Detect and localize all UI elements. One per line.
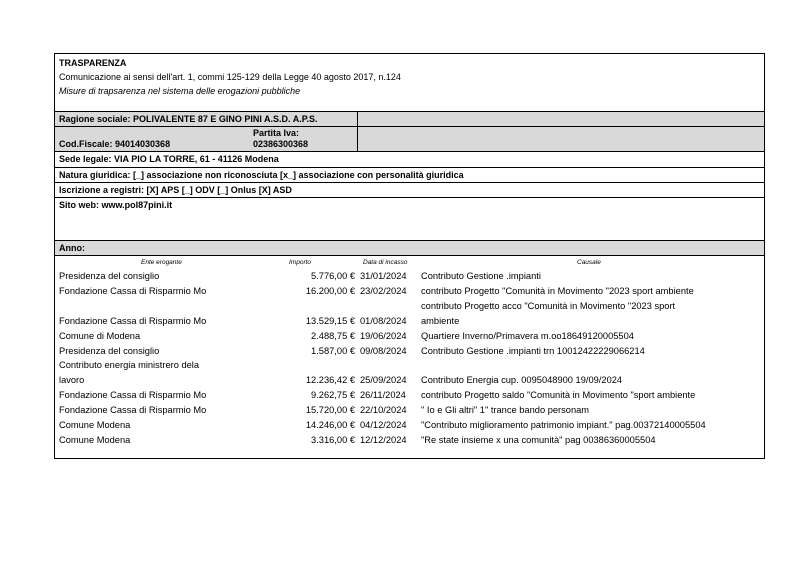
page-title: TRASPARENZA — [59, 58, 127, 68]
ente-cell: Fondazione Cassa di Risparmio Mo — [59, 285, 207, 296]
data-cell: 31/01/2024 — [360, 271, 407, 281]
causale-cell: contributo Progetto saldo "Comunità in Movimento "sport ambiente — [421, 390, 696, 401]
causale-cell: ambiente — [421, 315, 460, 326]
causale-cell: Quartiere Inverno/Primavera m.oo18649120005504 — [421, 330, 634, 341]
ente-cell: Presidenza del consiglio — [59, 345, 160, 356]
natura-giuridica: Natura giuridica: [_] associazione non riconosciuta [x_] associazione con personalità giuridica — [59, 170, 464, 180]
data-cell: 23/02/2024 — [360, 285, 407, 296]
causale-cell: " Io e Gli altri" 1" trance bando personam — [421, 405, 590, 416]
page-subtitle: Comunicazione ai sensi dell'art. 1, commi 125-129 della Legge 40 agosto 2017, n.124 — [59, 72, 401, 82]
causale-cell: Contributo Energia cup. 0095048900 19/09/2024 — [421, 375, 623, 386]
ente-cell: Fondazione Cassa di Risparmio Mo — [59, 315, 207, 326]
page-subtitle-italic: Misure di trapsarenza nel sistema delle erogazioni pubbliche — [59, 86, 301, 96]
importo-cell: 3.316,00 € — [311, 434, 355, 445]
col-header-ente: Ente erogante — [141, 259, 182, 266]
ragione-sociale: Ragione sociale: POLIVALENTE 87 E GINO PINI A.S.D. A.P.S. — [59, 114, 318, 124]
sito-web: Sito web: www.pol87pini.it — [59, 200, 173, 210]
divider — [55, 151, 764, 152]
importo-cell: 1.587,00 € — [311, 345, 355, 356]
causale-cell: contributo Progetto acco "Comunità in Movimento "2023 sport — [421, 300, 676, 311]
sede-legale: Sede legale: VIA PIO LA TORRE, 61 - 41126 Modena — [59, 154, 279, 164]
ragione-sociale-row — [55, 112, 764, 126]
ente-cell: Comune di Modena — [59, 330, 141, 341]
importo-cell: 9.262,75 € — [311, 390, 355, 401]
causale-cell: "Contributo miglioramento patrimonio impiant." pag.00372140005504 — [421, 420, 706, 430]
causale-cell: Contributo Gestione .impianti trn 10012422229066214 — [421, 345, 645, 356]
anno-row — [55, 241, 764, 255]
importo-cell: 13.529,15 € — [305, 315, 355, 326]
divider — [55, 255, 764, 256]
fiscal-row — [55, 127, 764, 151]
divider — [357, 127, 358, 151]
data-cell: 04/12/2024 — [360, 420, 407, 430]
divider — [357, 112, 358, 126]
divider — [55, 167, 764, 168]
ente-cell: lavoro — [59, 375, 85, 386]
data-cell: 01/08/2024 — [360, 315, 407, 326]
divider — [55, 182, 764, 183]
col-header-data: Data di incasso — [363, 259, 408, 266]
importo-cell: 14.246,00 € — [305, 420, 355, 430]
ente-cell: Comune Modena — [59, 420, 131, 430]
importo-cell: 2.488,75 € — [311, 330, 355, 341]
importo-cell: 16.200,00 € — [305, 285, 355, 296]
col-header-importo: Importo — [289, 259, 312, 266]
causale-cell: "Re state insieme x una comunità" pag 00386360005504 — [421, 434, 656, 445]
transparency-sheet — [54, 53, 765, 459]
ente-cell: Fondazione Cassa di Risparmio Mo — [59, 390, 207, 401]
data-cell: 09/08/2024 — [360, 345, 407, 356]
divider — [55, 197, 764, 198]
data-cell: 22/10/2024 — [360, 405, 407, 416]
importo-cell: 12.236,42 € — [305, 375, 355, 386]
partita-iva-value: 02386300368 — [253, 139, 309, 149]
importo-cell: 5.776,00 € — [311, 271, 355, 281]
causale-cell: Contributo Gestione .impianti — [421, 271, 541, 281]
partita-iva-label: Partita Iva: — [253, 128, 300, 138]
anno-label: Anno: — [59, 243, 85, 253]
ente-cell: Contributo energia ministrero dela — [59, 360, 200, 371]
cod-fiscale: Cod.Fiscale: 94014030368 — [59, 139, 171, 149]
ente-cell: Fondazione Cassa di Risparmio Mo — [59, 405, 207, 416]
col-header-causale: Causale — [577, 259, 601, 266]
importo-cell: 15.720,00 € — [305, 405, 355, 416]
data-cell: 12/12/2024 — [360, 434, 407, 445]
data-cell: 19/06/2024 — [360, 330, 407, 341]
iscrizione-registri: Iscrizione a registri: [X] APS [_] ODV [_] Onlus [X] ASD — [59, 185, 292, 195]
ente-cell: Comune Modena — [59, 434, 131, 445]
causale-cell: contributo Progetto "Comunità in Movimento "2023 sport ambiente — [421, 285, 694, 296]
ente-cell: Presidenza del consiglio — [59, 271, 160, 281]
data-cell: 25/09/2024 — [360, 375, 407, 386]
data-cell: 26/11/2024 — [360, 390, 406, 401]
